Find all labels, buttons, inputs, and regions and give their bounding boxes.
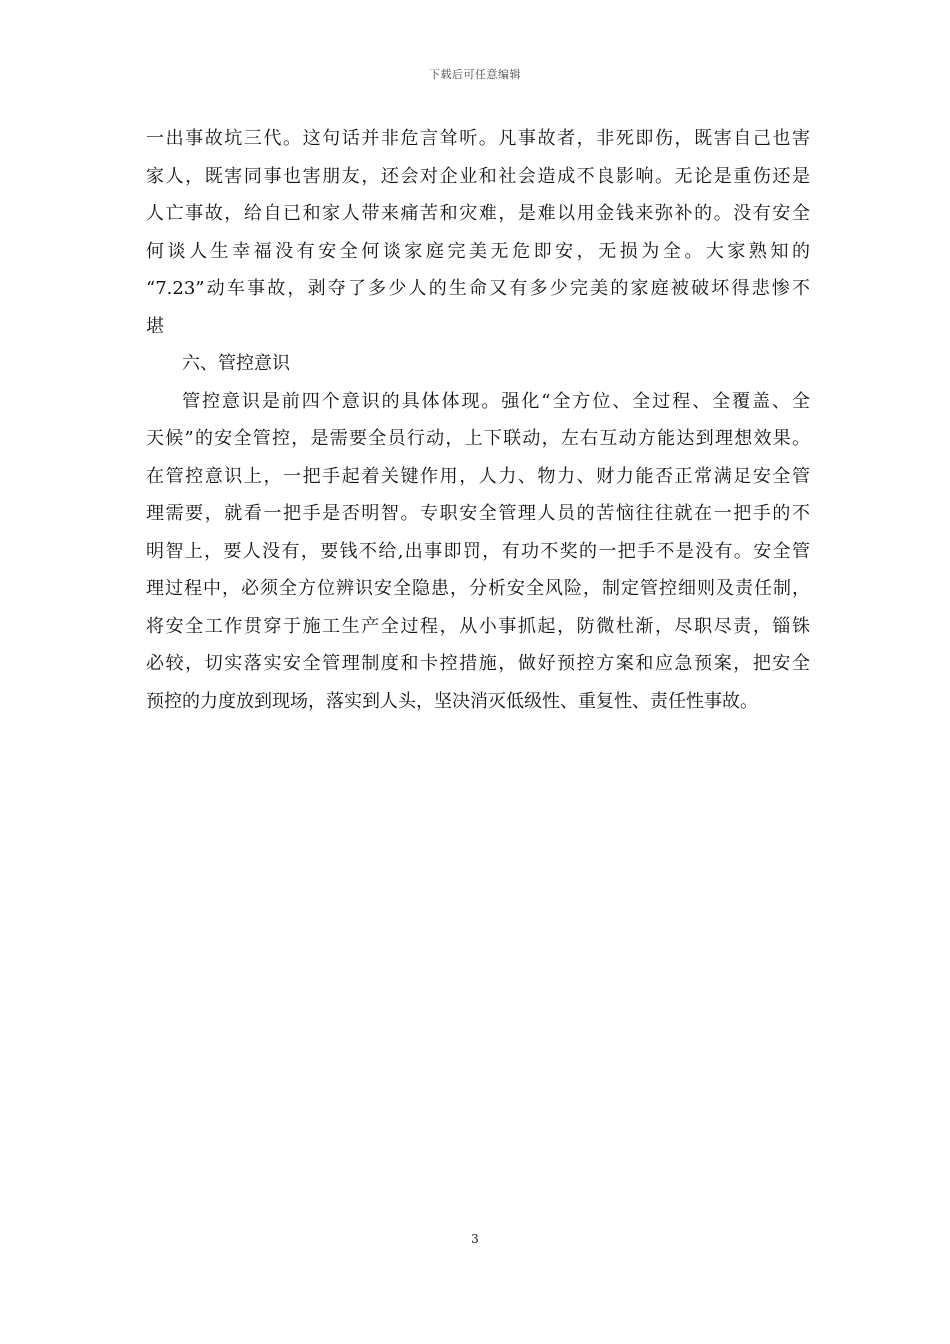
section-heading: 六、管控意识 xyxy=(182,353,290,374)
text-line: 理过程中，必须全方位辨识安全隐患，分析安全风险，制定管控细则及责任制， xyxy=(146,578,810,599)
text-line: 预控的力度放到现场，落实到人头，坚决消灭低级性、重复性、责任性事故。 xyxy=(146,690,758,712)
text-line: 家人，既害同事也害朋友，还会对企业和社会造成不良影响。无论是重伤还是 xyxy=(146,165,810,187)
text-line: 堪 xyxy=(146,315,164,337)
text-line: 理需要，就看一把手是否明智。专职安全管理人员的苦恼往往就在一把手的不 xyxy=(146,503,810,524)
paragraph-control-awareness xyxy=(146,383,810,721)
text-line: 何谈人生幸福没有安全何谈家庭完美无危即安，无损为全。大家熟知的 xyxy=(146,240,810,262)
text-line: 人亡事故，给自已和家人带来痛苦和灾难，是难以用金钱来弥补的。没有安全 xyxy=(146,203,810,224)
paragraph-accident-impact xyxy=(146,120,810,345)
text-line: 必较，切实落实安全管理制度和卡控措施，做好预控方案和应急预案，把安全 xyxy=(146,653,810,674)
text-line: 明智上，要人没有，要钱不给,出事即罚，有功不奖的一把手不是没有。安全管 xyxy=(146,540,810,562)
text-line: 天候”的安全管控，是需要全员行动，上下联动，左右互动方能达到理想效果。 xyxy=(146,428,810,449)
body-text xyxy=(146,120,810,720)
text-line: 管控意识是前四个意识的具体体现。强化“全方位、全过程、全覆盖、全 xyxy=(182,390,810,412)
text-line: “7.23”动车事故，剥夺了多少人的生命又有多少完美的家庭被破坏得悲惨不 xyxy=(146,278,810,299)
text-line: 在管控意识上，一把手起着关键作用，人力、物力、财力能否正常满足安全管 xyxy=(146,465,810,487)
page-number: 3 xyxy=(471,1232,479,1246)
text-line: 一出事故坑三代。这句话并非危言耸听。凡事故者，非死即伤，既害自己也害 xyxy=(146,128,810,149)
header-note: 下载后可任意编辑 xyxy=(429,68,521,81)
text-line: 将安全工作贯穿于施工生产全过程，从小事抓起，防微杜渐，尽职尽责，锱铢 xyxy=(146,615,810,637)
